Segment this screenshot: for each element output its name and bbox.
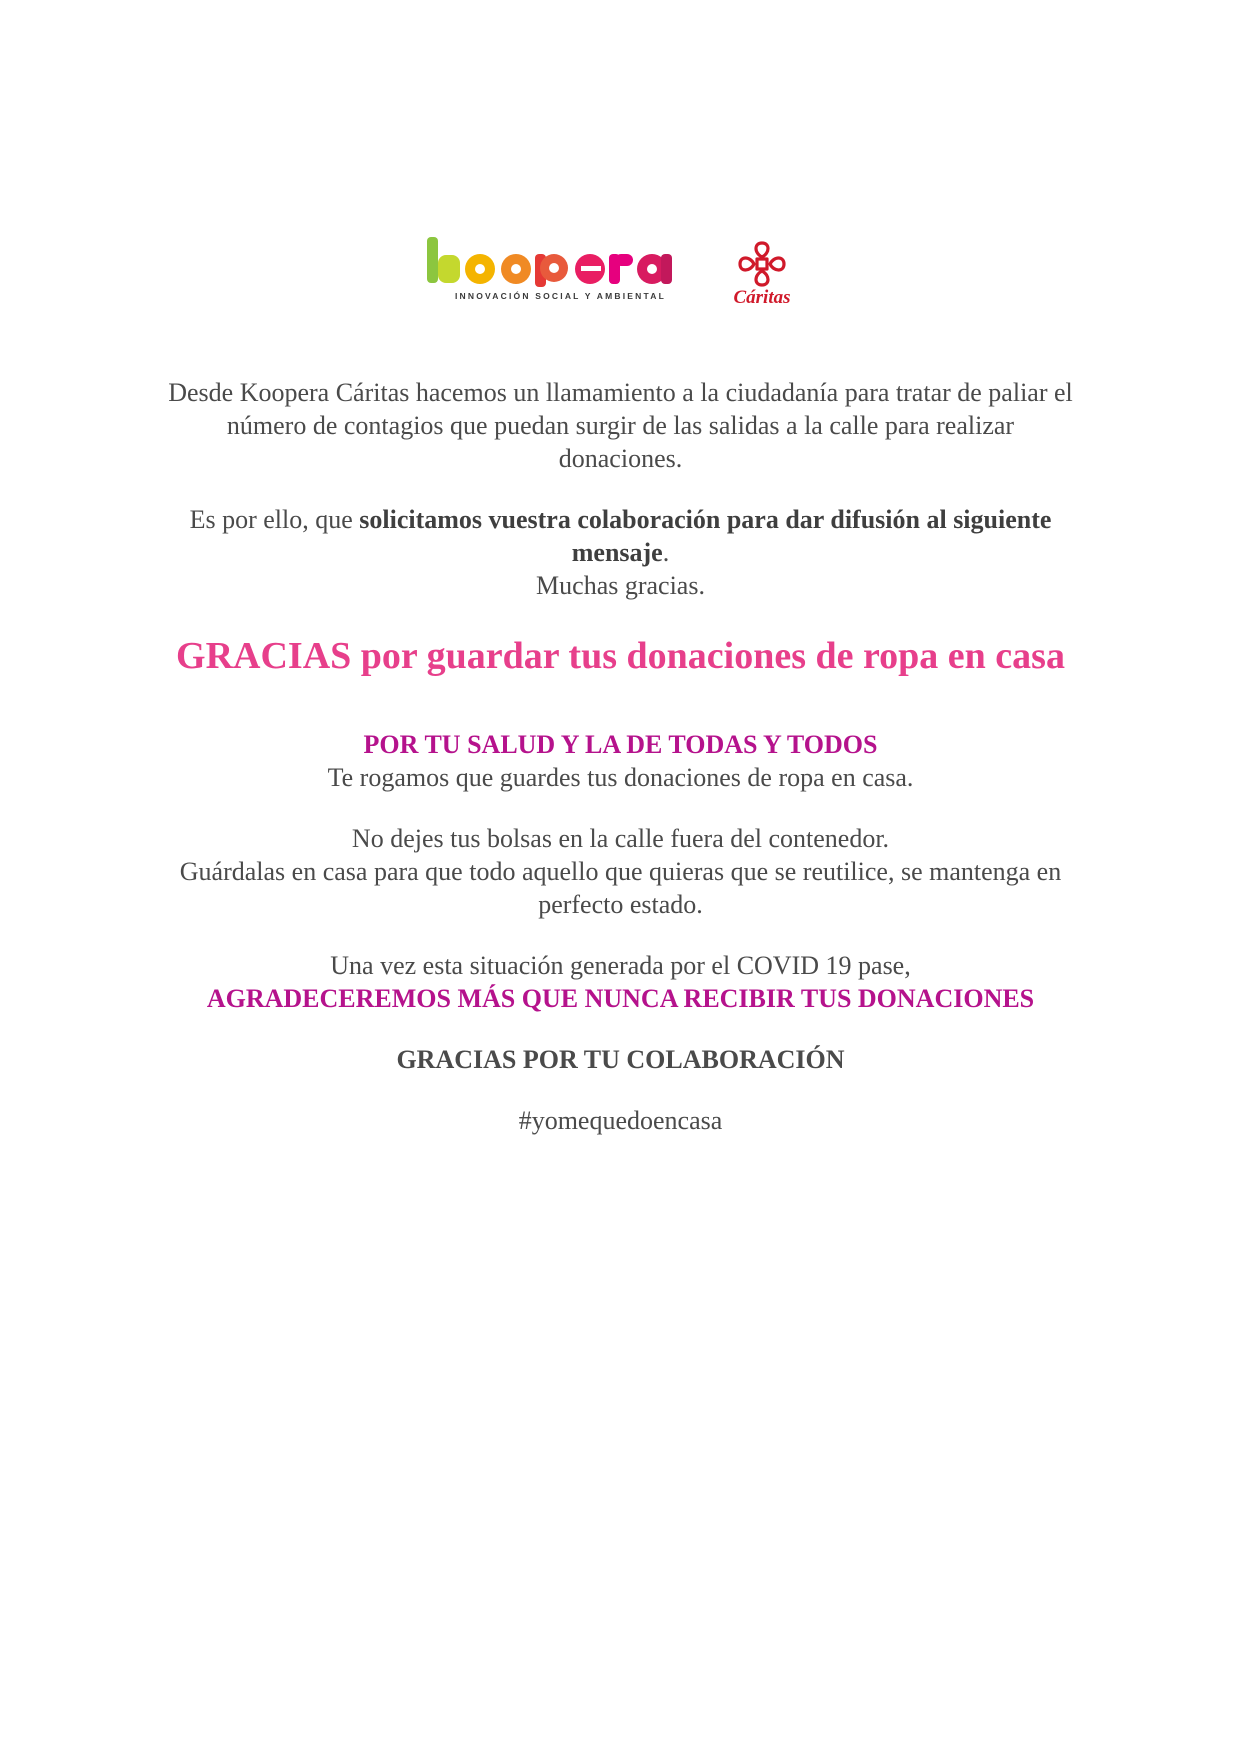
- covid-paragraph: Una vez esta situación generada por el COVID 19 pase,: [330, 951, 911, 980]
- logo-header: [0, 225, 1241, 325]
- letter-body: [165, 376, 1076, 1137]
- request-suffix: .: [662, 538, 670, 567]
- koopera-logo: [425, 235, 687, 305]
- koopera-tagline: INNOVACIÓN SOCIAL Y AMBIENTAL: [455, 291, 666, 301]
- koopera-wordmark-icon: [425, 235, 687, 287]
- agradeceremos-paragraph: AGRADECEREMOS MÁS QUE NUNCA RECIBIR TUS DONACIONES: [206, 984, 1035, 1013]
- hashtag: #yomequedoencasa: [518, 1106, 723, 1135]
- request-prefix: Es por ello, que: [189, 505, 360, 534]
- caritas-cross-icon: [736, 239, 788, 289]
- final-thanks: GRACIAS POR TU COLABORACIÓN: [396, 1045, 845, 1074]
- intro-paragraph: Desde Koopera Cáritas hacemos un llamamiento a la ciudadanía para tratar de paliar el número de contagios que puedan surgir de las salidas a la calle para realizar donaciones.: [168, 378, 1073, 473]
- keep-home-paragraph: Guárdalas en casa para que todo aquello que quieras que se reutilice, se mantenga en perfecto estado.: [179, 857, 1062, 919]
- no-bags-paragraph: No dejes tus bolsas en la calle fuera del contenedor.: [351, 824, 890, 853]
- caritas-wordmark: Cáritas: [733, 287, 791, 308]
- subhead: POR TU SALUD Y LA DE TODAS Y TODOS: [363, 730, 878, 759]
- request-bold: solicitamos vuestra colaboración para dar difusión al siguiente mensaje: [359, 505, 1052, 567]
- ask-paragraph: Te rogamos que guardes tus donaciones de ropa en casa.: [327, 763, 914, 792]
- thanks-short: Muchas gracias.: [536, 571, 705, 600]
- caritas-logo: [717, 239, 807, 309]
- request-paragraph: [165, 503, 1076, 569]
- headline: GRACIAS por guardar tus donaciones de ropa en casa: [176, 635, 1065, 677]
